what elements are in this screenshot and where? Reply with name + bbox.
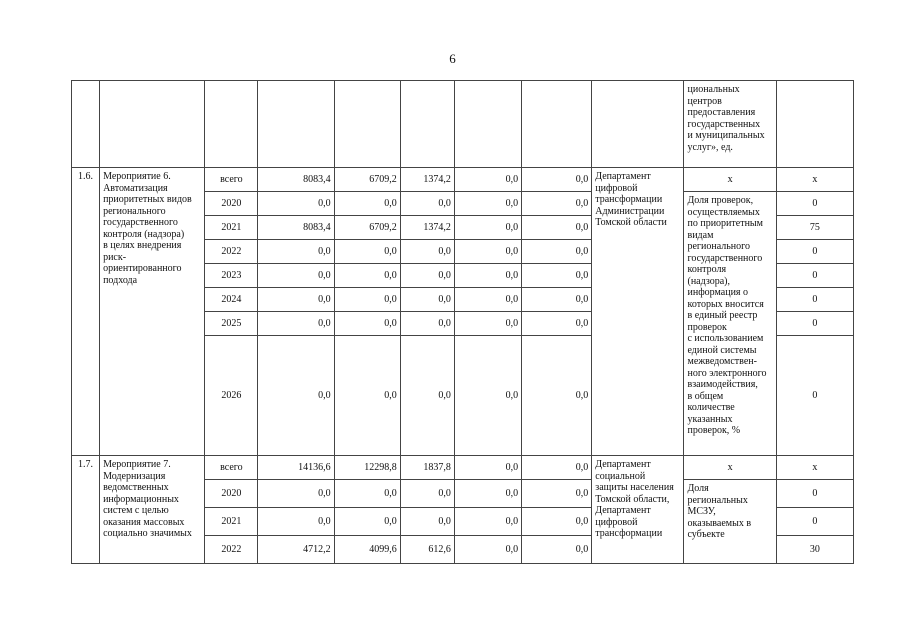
measure-name: Мероприятие 6. Автоматизация приоритетных видов регионального государственного контроля (надзора) в целях внедрения риск- ориентированного подхода <box>100 168 205 456</box>
other-cell: 0,0 <box>522 456 592 480</box>
indicator-value: 0 <box>776 288 853 312</box>
executor-cell: Департамент социальной защиты населения Томской области, Департамент цифровой трансформации <box>592 456 684 564</box>
section-index: 1.7. <box>72 456 100 564</box>
federal-cell: 0,0 <box>334 192 400 216</box>
other-cell: 0,0 <box>522 288 592 312</box>
indicator-value: 0 <box>776 312 853 336</box>
indicator-name: Доля региональных МСЗУ, оказываемых в субъекте <box>684 480 776 564</box>
total-cell: 8083,4 <box>258 216 334 240</box>
regional-cell: 0,0 <box>400 508 454 536</box>
local-cell: 0,0 <box>454 216 521 240</box>
other-cell: 0,0 <box>522 216 592 240</box>
other-cell: 0,0 <box>522 508 592 536</box>
federal-cell: 0,0 <box>334 508 400 536</box>
indicator-value: 0 <box>776 336 853 456</box>
federal-cell: 0,0 <box>334 288 400 312</box>
regional-cell: 0,0 <box>400 312 454 336</box>
regional-cell: 0,0 <box>400 192 454 216</box>
regional-cell: 0,0 <box>400 336 454 456</box>
federal-cell: 4099,6 <box>334 536 400 564</box>
regional-cell: 1837,8 <box>400 456 454 480</box>
other-cell: 0,0 <box>522 264 592 288</box>
year-cell: всего <box>205 456 258 480</box>
year-cell: 2020 <box>205 192 258 216</box>
table-row <box>72 456 854 480</box>
regional-cell: 612,6 <box>400 536 454 564</box>
other-cell: 0,0 <box>522 480 592 508</box>
total-cell: 0,0 <box>258 312 334 336</box>
local-cell: 0,0 <box>454 192 521 216</box>
federal-cell: 6709,2 <box>334 216 400 240</box>
year-cell: 2022 <box>205 240 258 264</box>
total-cell: 0,0 <box>258 336 334 456</box>
regional-cell: 1374,2 <box>400 216 454 240</box>
year-cell: всего <box>205 168 258 192</box>
total-cell: 4712,2 <box>258 536 334 564</box>
indicator-mark: x <box>684 456 776 480</box>
local-cell: 0,0 <box>454 168 521 192</box>
federal-cell: 0,0 <box>334 336 400 456</box>
indicator-value: 0 <box>776 192 853 216</box>
continuation-indicator: циональных центров предоставления государственных и муниципальных услуг», ед. <box>684 81 776 168</box>
indicator-value: 0 <box>776 240 853 264</box>
continuation-row <box>72 81 854 168</box>
local-cell: 0,0 <box>454 508 521 536</box>
measure-name: Мероприятие 7. Модернизация ведомственных информационных систем с целью оказания массовых социально значимых <box>100 456 205 564</box>
local-cell: 0,0 <box>454 240 521 264</box>
total-cell: 0,0 <box>258 288 334 312</box>
indicator-value: 0 <box>776 480 853 508</box>
indicator-value: 30 <box>776 536 853 564</box>
year-cell: 2021 <box>205 216 258 240</box>
regional-cell: 1374,2 <box>400 168 454 192</box>
table-row <box>72 168 854 192</box>
indicator-value: 75 <box>776 216 853 240</box>
indicator-value: x <box>776 168 853 192</box>
total-cell: 8083,4 <box>258 168 334 192</box>
other-cell: 0,0 <box>522 240 592 264</box>
total-cell: 0,0 <box>258 192 334 216</box>
year-cell: 2026 <box>205 336 258 456</box>
regional-cell: 0,0 <box>400 288 454 312</box>
total-cell: 0,0 <box>258 240 334 264</box>
total-cell: 0,0 <box>258 480 334 508</box>
year-cell: 2023 <box>205 264 258 288</box>
indicator-name: Доля проверок, осуществляемых по приоритетным видам регионального государственного контроля (надзора), информация о которых вносится в единый реестр проверок с использованием единой системы межведомствен- ного электронного взаимодействия, в общем количестве указанных проверок, % <box>684 192 776 456</box>
other-cell: 0,0 <box>522 336 592 456</box>
year-cell: 2024 <box>205 288 258 312</box>
federal-cell: 12298,8 <box>334 456 400 480</box>
local-cell: 0,0 <box>454 288 521 312</box>
other-cell: 0,0 <box>522 192 592 216</box>
regional-cell: 0,0 <box>400 480 454 508</box>
year-cell: 2020 <box>205 480 258 508</box>
local-cell: 0,0 <box>454 536 521 564</box>
executor-cell: Департамент цифровой трансформации Администрации Томской области <box>592 168 684 456</box>
federal-cell: 0,0 <box>334 240 400 264</box>
year-cell: 2022 <box>205 536 258 564</box>
year-cell: 2021 <box>205 508 258 536</box>
indicator-value: 0 <box>776 508 853 536</box>
local-cell: 0,0 <box>454 312 521 336</box>
program-table <box>71 80 854 564</box>
federal-cell: 6709,2 <box>334 168 400 192</box>
other-cell: 0,0 <box>522 312 592 336</box>
federal-cell: 0,0 <box>334 264 400 288</box>
local-cell: 0,0 <box>454 264 521 288</box>
page-number: 6 <box>449 51 456 66</box>
regional-cell: 0,0 <box>400 264 454 288</box>
federal-cell: 0,0 <box>334 312 400 336</box>
total-cell: 0,0 <box>258 264 334 288</box>
year-cell: 2025 <box>205 312 258 336</box>
local-cell: 0,0 <box>454 456 521 480</box>
other-cell: 0,0 <box>522 168 592 192</box>
local-cell: 0,0 <box>454 336 521 456</box>
total-cell: 0,0 <box>258 508 334 536</box>
indicator-mark: x <box>684 168 776 192</box>
regional-cell: 0,0 <box>400 240 454 264</box>
indicator-value: x <box>776 456 853 480</box>
total-cell: 14136,6 <box>258 456 334 480</box>
federal-cell: 0,0 <box>334 480 400 508</box>
section-index: 1.6. <box>72 168 100 456</box>
other-cell: 0,0 <box>522 536 592 564</box>
indicator-value: 0 <box>776 264 853 288</box>
local-cell: 0,0 <box>454 480 521 508</box>
